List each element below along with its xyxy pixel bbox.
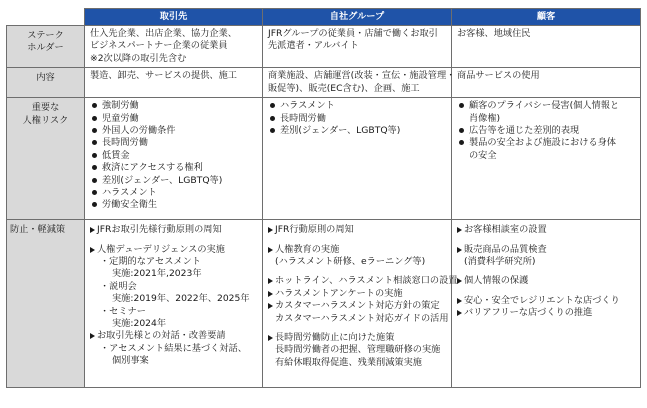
measure-subitem: 実施:2021年,2023年 — [112, 268, 202, 280]
row-label-risk — [7, 98, 85, 220]
cell-line: 製造、卸売、サービスの提供、施工 — [90, 70, 237, 82]
measure-subitem: (消費科学研究所) — [464, 256, 536, 268]
risk-item: 長時間労働 — [268, 113, 446, 125]
risk-item: 長時間労働 — [90, 137, 257, 149]
cell-line: ※2次以降の取引先含む — [90, 52, 187, 64]
measure-subitem: 個別事案 — [112, 355, 149, 367]
measure-item: お取引先様との対話・改善要請 — [90, 330, 257, 342]
risk-item: ハラスメント — [90, 187, 257, 199]
row-label-line: 重要な — [31, 102, 60, 114]
measure-subitem: カスタマーハラスメント対応ガイドの活用 — [275, 312, 449, 324]
cell-risk-partner — [85, 98, 263, 220]
row-content — [7, 68, 641, 98]
cell-line: 先派遣者・アルバイト — [268, 40, 359, 52]
cell-line: 仕入先企業、出店企業、協力企業、 — [90, 28, 237, 39]
cell-line: JFRグループの従業員・店舗で働くお取引 — [268, 28, 438, 39]
measure-subitem: ・セミナー — [100, 305, 146, 317]
cell-content-customer — [452, 68, 641, 98]
risk-item: 児童労働 — [90, 113, 257, 125]
cell-stakeholder-partner — [85, 26, 263, 68]
cell-line: 商品サービスの使用 — [457, 70, 540, 82]
cell-measures-partner — [85, 220, 263, 388]
risk-item: 差別(ジェンダー、LGBTQ等) — [90, 175, 257, 187]
measure-item: 人権教育の実施 — [268, 244, 446, 256]
risk-item: 差別(ジェンダー、LGBTQ等) — [268, 125, 446, 137]
measure-item: バリアフリーな店づくりの推進 — [457, 307, 635, 319]
risk-item-line: の安全 — [469, 149, 497, 161]
cell-line: お客様、地域住民 — [457, 28, 531, 39]
row-label-measures: 防止・軽減策 — [7, 220, 85, 388]
cell-line: 販促等)、販売(EC含む)、企画、施工 — [268, 82, 420, 94]
column-header-group: 自社グループ — [263, 9, 452, 26]
measure-subitem: 有給休暇取得促進、残業削減策実施 — [275, 356, 422, 368]
risk-item — [457, 100, 635, 125]
risk-item-line: 顧客のプライバシー侵害(個人情報と — [469, 100, 620, 112]
measure-item: 販売商品の品質検査 — [457, 244, 635, 256]
risk-item-line: 肖像権) — [469, 112, 501, 124]
row-measures — [7, 220, 641, 388]
corner-cell — [7, 9, 85, 26]
measure-item: JFR行動原則の周知 — [268, 224, 446, 236]
risk-item: 強制労働 — [90, 100, 257, 112]
measure-subitem: ・アセスメント結果に基づく対話、 — [100, 342, 247, 354]
measure-item: 安心・安全でレジリエントな店づくり — [457, 295, 635, 307]
row-label-stakeholder — [7, 26, 85, 68]
risk-item: 労働安全衛生 — [90, 199, 257, 211]
measure-item: 長時間労働防止に向けた施策 — [268, 332, 446, 344]
measure-subitem: ・説明会 — [100, 280, 137, 292]
row-label-line: ホルダー — [27, 42, 64, 54]
row-stakeholder — [7, 26, 641, 68]
cell-stakeholder-customer — [452, 26, 641, 68]
risk-item — [457, 137, 635, 162]
measure-subitem: 長時間労働者の把握、管理職研修の実施 — [275, 344, 441, 356]
risk-item: 低賃金 — [90, 150, 257, 162]
row-label-line: 人権リスク — [22, 114, 69, 126]
measure-subitem: 実施:2019年、2022年、2025年 — [112, 293, 250, 305]
measure-item: 個人情報の保護 — [457, 275, 635, 287]
header-row — [7, 9, 641, 26]
cell-risk-group — [263, 98, 452, 220]
measure-item: 人権デューデリジェンスの実施 — [90, 244, 257, 256]
risk-item: 外国人の労働条件 — [90, 125, 257, 137]
measure-subitem: (ハラスメント研修、eラーニング等) — [275, 256, 426, 268]
cell-line: ビジネスパートナー企業の従業員 — [90, 40, 228, 52]
measure-subitem: 実施:2024年 — [112, 318, 167, 330]
measure-subitem: ・定期的なアセスメント — [100, 256, 201, 268]
cell-line: 商業施設、店舗運営(改装・宣伝・施設管理・ — [268, 70, 456, 82]
measure-item: ハラスメントアンケートの実施 — [268, 288, 446, 300]
column-header-partner: 取引先 — [85, 9, 263, 26]
measure-item: お客様相談室の設置 — [457, 224, 635, 236]
cell-stakeholder-group — [263, 26, 452, 68]
measure-item: ホットライン、ハラスメント相談窓口の設置 — [268, 275, 446, 287]
row-risk — [7, 98, 641, 220]
human-rights-risk-table — [6, 8, 641, 388]
risk-item: 広告等を通じた差別的表現 — [457, 125, 635, 137]
cell-measures-customer — [452, 220, 641, 388]
risk-item: 救済にアクセスする権利 — [90, 162, 257, 174]
cell-risk-customer — [452, 98, 641, 220]
column-header-customer: 顧客 — [452, 9, 641, 26]
row-label-line: ステーク — [27, 30, 64, 41]
risk-item-line: 製品の安全および施設における身体 — [469, 137, 616, 149]
measure-item: カスタマーハラスメント対応方針の策定 — [268, 300, 446, 312]
cell-content-group — [263, 68, 456, 98]
cell-measures-group — [263, 220, 458, 388]
cell-content-partner — [85, 68, 263, 98]
risk-item: ハラスメント — [268, 100, 446, 112]
measure-item: JFRお取引先様行動原則の周知 — [90, 224, 257, 236]
row-label-content: 内容 — [7, 68, 85, 98]
